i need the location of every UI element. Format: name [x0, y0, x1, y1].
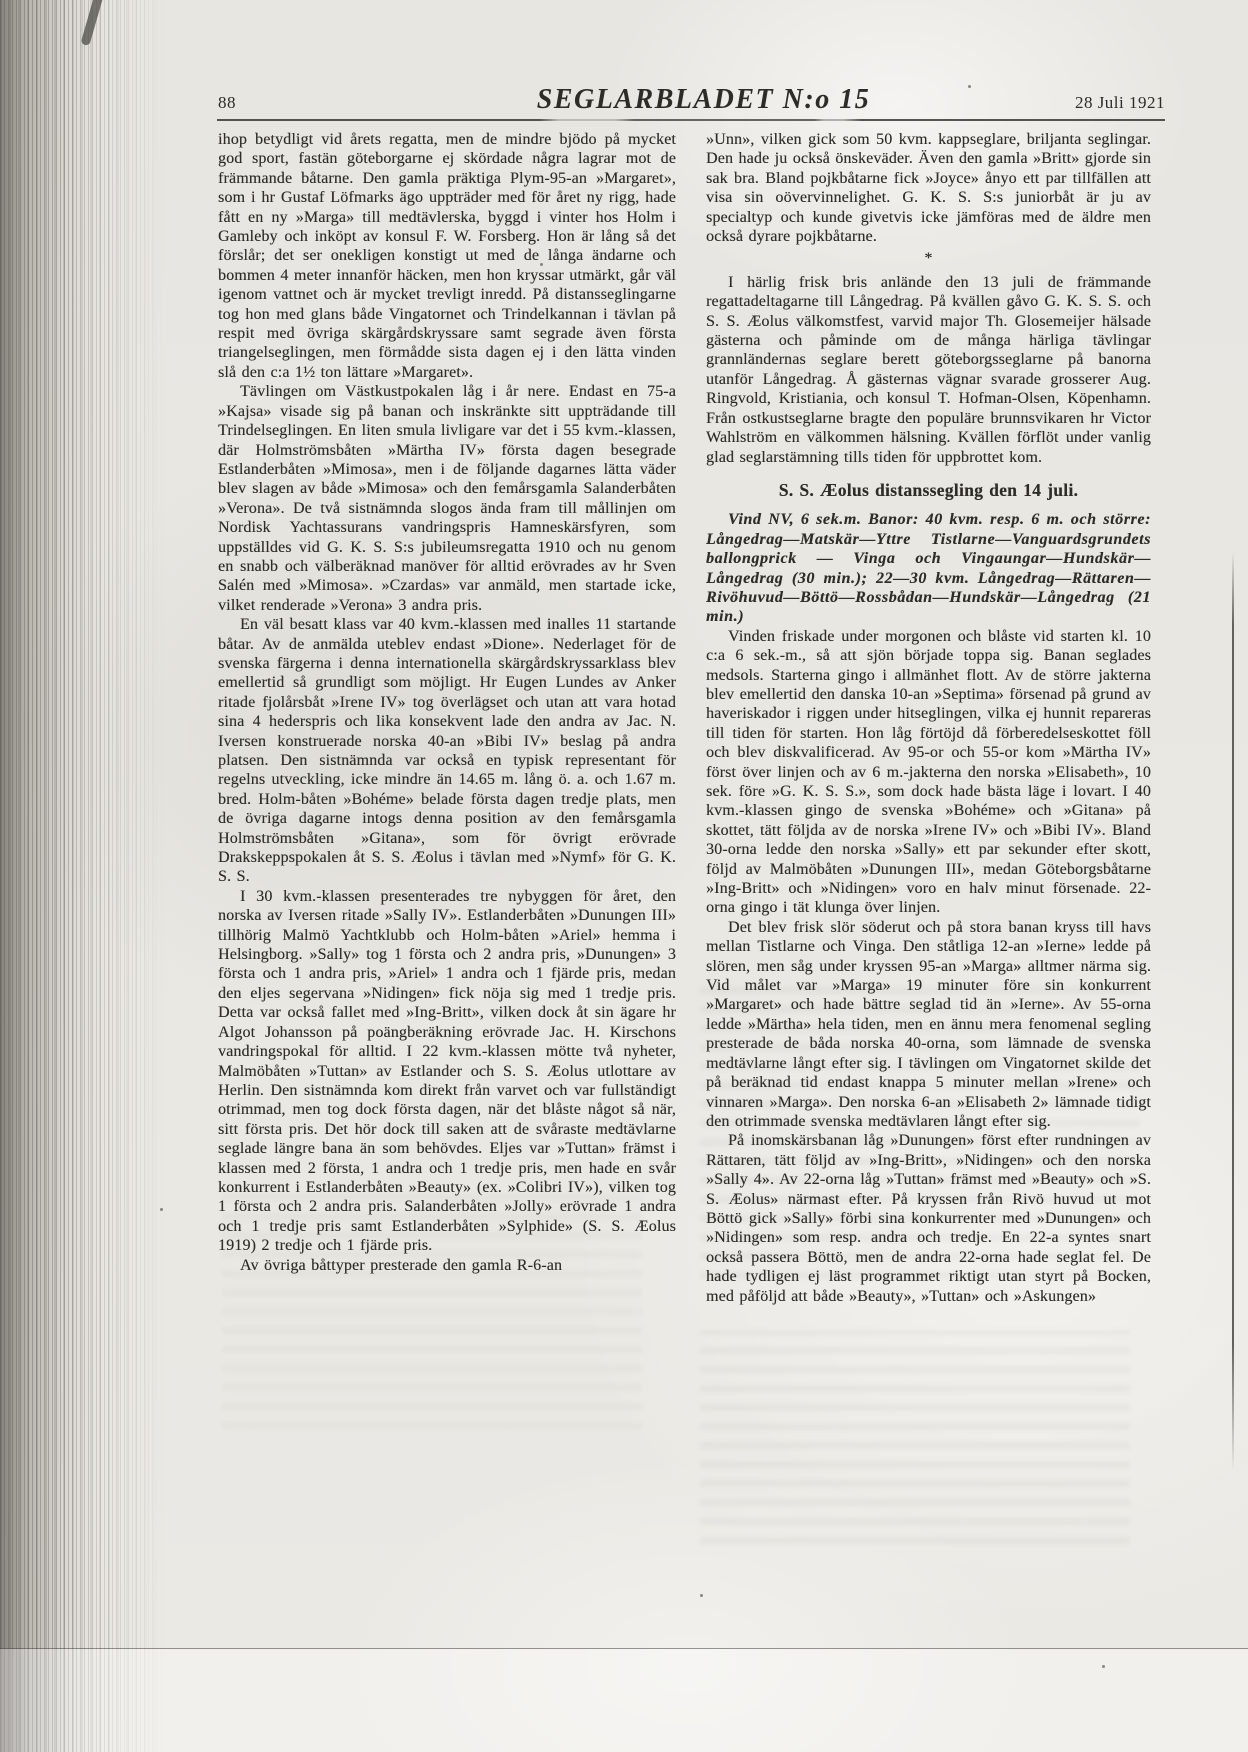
column-right — [706, 130, 1151, 1306]
scan-scratch-line — [1232, 552, 1234, 1472]
page-number: 88 — [218, 93, 236, 112]
race-course-description: Vind NV, 6 sek.m. Banor: 40 kvm. resp. 6 m. och större: Långedrag—Matskär—Yttre Tistlarne—Vanguardsgrundets ballongprick — Vinga och Vingaungar—Hundskär—Långedrag (30 min.); 22—30 kvm. Långedrag—Rättaren—Rivöhuvud—Böttö—Rossbådan—Hundskär—Långedrag (21 min.) — [706, 511, 1151, 626]
dust-speck — [160, 1208, 163, 1211]
paragraph: Tävlingen om Västkustpokalen låg i år nere. Endast en 75-a »Kajsa» visade sig på banan och inskränkte sitt uppträdande till Trindelseglingen. En liten smula livligare var det i 55 kvm.-klassen, där Holmströmsbåten »Märtha IV» första dagen besegrade Estlanderbåten »Mimosa», men i de följande dagarnes lätta väder blev slagen av både »Mimosa» och den femårsgamla Salanderbåten »Verona». De två sistnämnda slogos ända fram till mållinjen om Nordisk Yachtassurans vandringspris Hamneskärsfyren, som uppställdes vid G. K. S. S:s jubileumsregatta 1910 och nu genom en snabb och välberäknad manöver för alltid erövrades av hr Sven Salén med »Mimosa». »Czardas» var anmäld, men startade icke, vilket renderade »Verona» 3 andra pris. — [218, 383, 676, 614]
paragraph: I 30 kvm.-klassen presenterades tre nybyggen för året, den norska av Iversen ritade »Sally IV». Estlanderbåten »Dunungen III» tillhörig Malmö Yachtklubb och Holm-båten »Ariel» hemma i Helsingborg. »Sally» tog 1 första och 2 andra pris, »Dunungen» 3 första och 1 andra pris, »Ariel» 1 andra och 1 fjärde pris, medan den eljes segervana »Nidingen» fick nöja sig med 1 tredje pris. Detta var också fallet med »Ing-Britt», vilken dock åt sin ägare hr Algot Johansson på poängberäkning erövrade Jac. H. Kirschons vandringspokal för alltid. I 22 kvm.-klassen mötte två nyheter, Malmöbåten »Tuttan» av Estlander och S. S. Æolus utlottare av Herlin. Den sistnämnda kom direkt från varvet och var fullständigt otrimmad, men tog dock första dagen, när det blåste något så när, sitt första pris. Det hör dock till saken att de svåraste medtävlarne seglade längre bana än som behövdes. Eljes var »Tuttan» främst i klassen med 2 första, 1 andra och 1 tredje pris, men hade en svår konkurrent i Estlanderbåten »Beauty» (ex. »Colibri IV»), vilken tog 1 första och 2 andra pris. Salanderbåten »Jolly» erövrade 1 andra och 1 tredje pris samt Estlanderbåten »Sylphide» (S. S. Æolus 1919) 2 tredje och 1 fjärde pris. — [218, 887, 676, 1255]
paragraph: »Unn», vilken gick som 50 kvm. kappseglare, briljanta seglingar. Den hade ju också önskeväder. Även den gamla »Britt» gjorde sin sak bra. Bland pojkbåtarne fick »Joyce» ånyo ett par tillfällen att visa sin oövervinnelighet. G. K. S. S:s juniorbåt är ju av specialtyp och kunde givetvis icke jämföras med de äldre men också dyrare pojkbåtarne. — [706, 131, 1151, 246]
page-bottom-strip — [0, 1649, 1248, 1752]
column-left — [218, 130, 676, 1306]
dust-speck — [1102, 1665, 1105, 1668]
article-body — [218, 130, 1151, 1306]
issue-date: 28 Juli 1921 — [1074, 93, 1165, 112]
book-binding-edge — [0, 0, 170, 1752]
masthead-title: SEGLARBLADET N:o 15 — [536, 84, 871, 115]
paragraph: Det blev frisk slör söderut och på stora banan kryss till havs mellan Tistlarne och Vinga. Den ståtliga 12-an »Ierne» ledde på slören, men såg under kryssen 95-an »Marga» alltmer närma sig. Vid målet var »Marga» 19 minuter före sin konkurrent »Margaret» och hade bättre seglad tid än »Ierne». Av 55-orna ledde »Märtha» hela tiden, men en ännu mera fenomenal segling presterade de båda norska 40-orna, som lämnade de svenska medtävlarne långt efter sig. I tävlingen om Vingatornet skilde det på beräknad tid endast knappa 5 minuter mellan »Irene» och vinnaren »Marga». Den norska 6-an »Elisabeth 2» lämnade tidigt den otrimmade svenska medtävlaren långt efter sig. — [706, 918, 1151, 1130]
paragraph: I härlig frisk bris anlände den 13 juli de främmande regattadeltagarne till Långedrag. På kvällen gåvo G. K. S. S. och S. S. Æolus välkomstfest, varvid major Th. Glosemeijer hälsade gästerna och påminde om de många härliga tävlingar grannländernas seglare berett göteborgsseglarne på banorna utanför Långedrag. Å gästernas vägnar svarade grosserer Aug. Ringvold, Kristiania, och konsul T. Hofman-Olsen, Köpenhamn. Från ostkustseglarne bragte den populäre brunnsvikaren hr Victor Wahlström en välkommen hälsning. Kvällen förflöt under vanlig glad seglarstämning tills tiden för uppbrottet kom. — [706, 273, 1151, 466]
bleed-through-ghost — [700, 1330, 1130, 1550]
paragraph: Vinden friskade under morgonen och blåste vid starten kl. 10 c:a 6 sek.-m., så att sjön började toppa sig. Banan seglades medsols. Starterna gingo i allmänhet flott. Av de större jakterna blev emellertid den danska 10-an »Septima» försenad på grund av haveriskador i riggen under hitseglingen, vilka ej hunnit repareras till tiden för starten. Hon låg förtöjd då förberedelseskottet föll och blev diskvalificerad. Av 95-or och 55-or kom »Märtha IV» först över linjen och av 6 m.-jakterna den norska »Elisabeth», 10 sek. före »G. K. S. S.», som dock hade bästa läge i lovart. I 40 kvm.-klassen gingo de svenska »Bohéme» och »Gitana» på skottet, tätt följda av de norska »Irene IV» och »Bibi IV». Bland 30-orna ledde den norska »Sally» ett par sekunder efter skott, följd av Malmöbåten »Dunungen III», medan Göteborgsbåtarne »Ing-Britt» och »Nidingen» voro en halv minut försenade. 22-orna gingo i tät klunga över linjen. — [706, 627, 1151, 917]
header-rule — [217, 119, 1165, 121]
dust-speck — [700, 1594, 703, 1597]
paragraph: På inomskärsbanan låg »Dunungen» först efter rundningen av Rättaren, tätt följd av »Ing-Britt», »Nidingen» och den norska »Sally 4». Av 22-orna låg »Tuttan» främst med »Beauty» och »S. S. Æolus» närmast efter. På kryssen från Rivö huvud ut mot Böttö gick »Sally» förbi sina konkurrenter med »Dunungen» och »Nidingen» som resp. andra och tredje. En 22-a syntes snart också passera Böttö, men de andra 22-orna hade seglat fel. De hade tydligen ej läst programmet riktigt utan styrt på Bocken, med påföljd att både »Beauty», »Tuttan» och »Askungen» — [706, 1132, 1151, 1305]
paragraph: ihop betydligt vid årets regatta, men de mindre bjödo på mycket god sport, fastän göteborgarne ej skördade några lagrar mot de främmande båtarne. Den gamla präktiga Plym-95-an »Margaret», som i hr Gustaf Löfmarks ägo uppträder med för året ny rigg, hade fått en ny »Marga» till medtävlerska, byggd i vinter hos Holm i Gamleby och inköpt av konsul F. W. Forsberg. Hon är lång så det förslår; det ser onekligen konstigt ut med de långa ändarne och bommen 4 meter innanför häcken, men hon kryssar utmärkt, går väl igenom vattnet och är mycket trevligt inredd. På distansseglingarne tog hon med glans både Vingatornet och Trindelkannan i tävlan på respit med övriga skärgårdskryssare samt segrade även första triangelseglingen, men förmådde sista dagen ej i den lätta vinden slå den c:a 1½ ton lättare »Margaret». — [218, 131, 676, 381]
paragraph: En väl besatt klass var 40 kvm.-klassen med inalles 11 startande båtar. Av de anmälda uteblev endast »Dione». Nederlaget för de svenska färgerna i denna internationella skärgårdskryssarklass blev emellertid så grundligt som möjligt. Hr Eugen Lundes av Anker ritade fjolårsbåt »Irene IV» tog överlägset och utan att vara hotad sina 4 hederspris och lika konsekvent lade den andra av Jac. N. Iversen konstruerade norska 40-an »Bibi IV» beslag på andra platsen. Den sistnämnda var också en typisk representant för regelns utveckling, icke mindre än 14.65 m. lång ö. a. och 1.67 m. bred. Holm-båten »Bohéme» belade första dagen tredje plats, men de övriga dagarne intogs denna position av den femårsgamla Holmströmsbåten »Gitana», som för övrigt erövrade Drakskeppspokalen åt S. S. Æolus i tävlan med »Nymf» för G. K. S. S. — [218, 616, 676, 886]
section-heading: S. S. Æolus distanssegling den 14 juli. — [778, 479, 1079, 500]
page-header — [218, 84, 1165, 124]
paragraph: Av övriga båttyper presterade den gamla R-6-an — [240, 1256, 563, 1274]
asterisk-separator: * — [924, 250, 933, 268]
